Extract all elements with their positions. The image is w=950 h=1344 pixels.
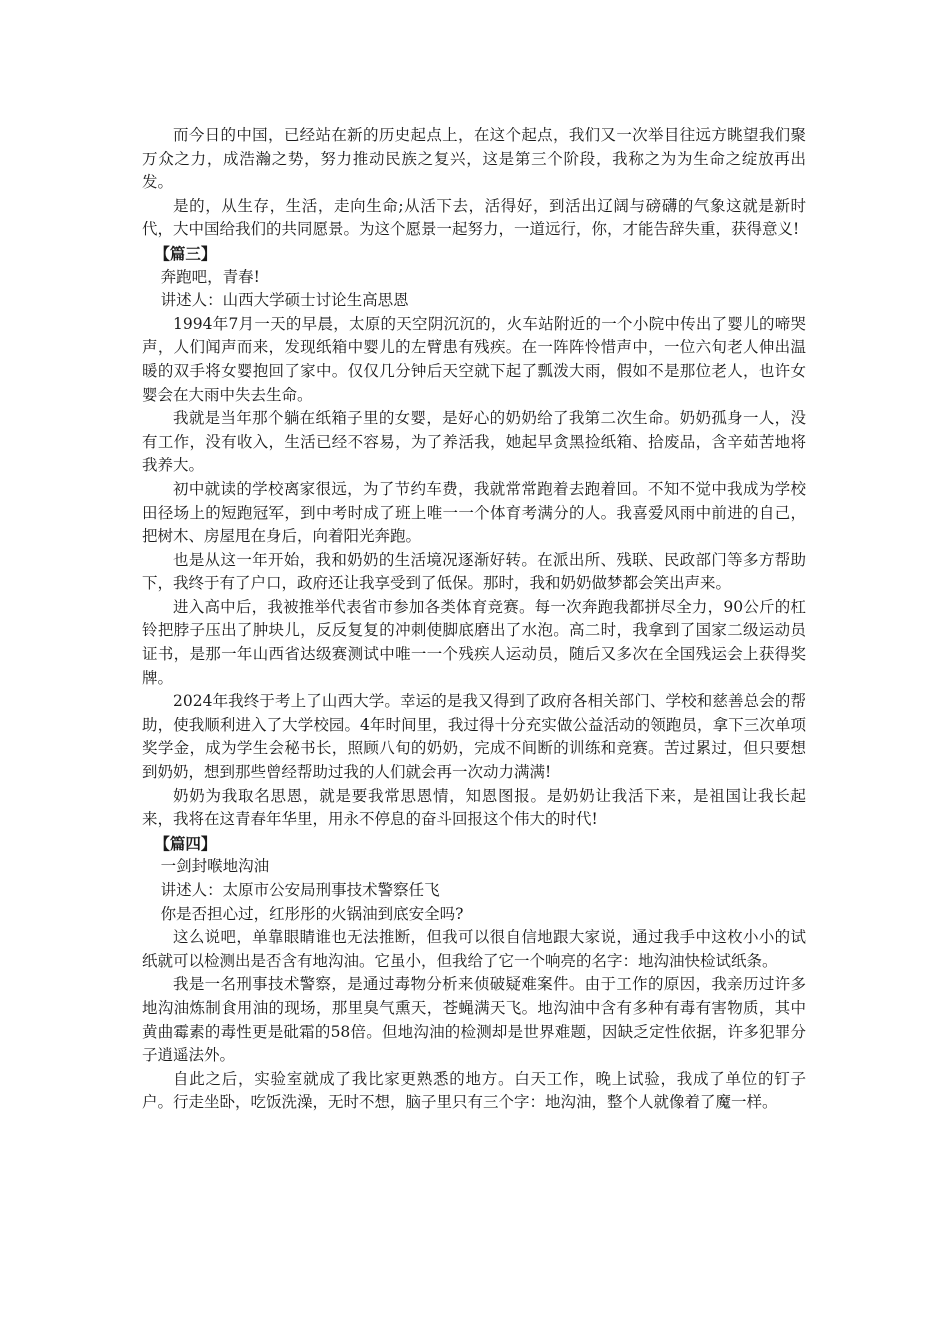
narrator-line-3: 讲述人：山西大学硕士讨论生高思恩 [160, 291, 409, 310]
section-heading-3: 【篇三】 [154, 243, 217, 263]
narrator-line-4: 讲述人：太原市公安局刑事技术警察任飞 [160, 881, 440, 899]
paragraph: 2024年我终于考上了山西大学。幸运的是我又得到了政府各相关部门、学校和慈善总会的帮助，使我顺利进入了大学校园。4年时间里，我过得十分充实做公益活动的领跑员，拿下三次单项奖学金，成为学生会秘书长，照顾八旬的奶奶，完成不间断的训练和竞赛。苦过累过，但只要想到奶奶，想到那些曾经帮助过我的人们就会再一次动力满满! [142, 692, 806, 782]
paragraph: 我是一名刑事技术警察，是通过毒物分析来侦破疑难案件。由于工作的原因，我亲历过许多地沟油炼制食用油的现场，那里臭气熏天，苍蝇满天飞。地沟油中含有多种有毒有害物质，其中黄曲霉素的毒性更是砒霜的58倍。但地沟油的检测却是世界难题，因缺乏定性依据，许多犯罪分子逍遥法外。 [142, 975, 806, 1065]
paragraph: 这么说吧，单靠眼睛谁也无法推断，但我可以很自信地跟大家说，通过我手中这枚小小的试纸就可以检测出是否含有地沟油。它虽小，但我给了它一个响亮的名字：地沟油快检试纸条。 [142, 928, 806, 970]
paragraph: 奶奶为我取名思恩，就是要我常思恩情，知恩图报。是奶奶让我活下来，是祖国让我长起来，我将在这青春年华里，用永不停息的奋斗回报这个伟大的时代! [142, 786, 806, 829]
paragraph: 1994年7月一天的早晨，太原的天空阴沉沉的，火车站附近的一个小院中传出了婴儿的啼哭声，人们闻声而来，发现纸箱中婴儿的左臂患有残疾。在一阵阵怜惜声中，一位六旬老人伸出温暖的双手将女婴抱回了家中。仅仅几分钟后天空就下起了瓢泼大雨，假如不是那位老人，也许女婴会在大雨中失去生命。 [142, 314, 806, 404]
paragraph: 进入高中后，我被推举代表省市参加各类体育竞赛。每一次奔跑我都拼尽全力，90公斤的杠铃把脖子压出了肿块儿，反反复复的冲刺使脚底磨出了水泡。高二时，我拿到了国家二级运动员证书，是那一年山西省达级赛测试中唯一一个残疾人运动员，随后又多次在全国残运会上获得奖牌。 [142, 597, 806, 687]
paragraph: 初中就读的学校离家很远，为了节约车费，我就常常跑着去跑着回。不知不觉中我成为学校田径场上的短跑冠军，到中考时成了班上唯一一个体育考满分的人。我喜爱风雨中前进的自己，把树木、房屋甩在身后，向着阳光奔跑。 [142, 479, 806, 546]
question-line: 你是否担心过，红彤彤的火锅油到底安全吗? [160, 904, 464, 923]
paragraph: 而今日的中国，已经站在新的历史起点上，在这个起点，我们又一次举目往远方眺望我们聚万众之力，成浩瀚之势，努力推动民族之复兴，这是第三个阶段，我称之为为生命之绽放再出发。 [142, 126, 806, 192]
paragraph: 自此之后，实验室就成了我比家更熟悉的地方。白天工作，晚上试验，我成了单位的钉子户。行走坐卧，吃饭洗澡，无时不想，脑子里只有三个字：地沟油，整个人就像着了魔一样。 [142, 1069, 806, 1112]
paragraph: 也是从这一年开始，我和奶奶的生活境况逐渐好转。在派出所、残联、民政部门等多方帮助下，我终于有了户口，政府还让我享受到了低保。那时，我和奶奶做梦都会笑出声来。 [142, 550, 806, 593]
document-page [142, 124, 806, 1115]
section-title-4: 一剑封喉地沟油 [160, 857, 270, 876]
paragraph: 我就是当年那个躺在纸箱子里的女婴，是好心的奶奶给了我第二次生命。奶奶孤身一人，没有工作，没有收入，生活已经不容易，为了养活我，她起早贪黑捡纸箱、拾废品，含辛茹苦地将我养大。 [142, 409, 806, 475]
section-heading-4: 【篇四】 [154, 833, 217, 853]
section-title-3: 奔跑吧，青春! [160, 267, 260, 286]
paragraph: 是的，从生存，生活，走向生命;从活下去，活得好，到活出辽阔与磅礴的气象这就是新时代，大中国给我们的共同愿景。为这个愿景一起努力，一道远行，你，才能告辞失重，获得意义! [142, 196, 806, 239]
